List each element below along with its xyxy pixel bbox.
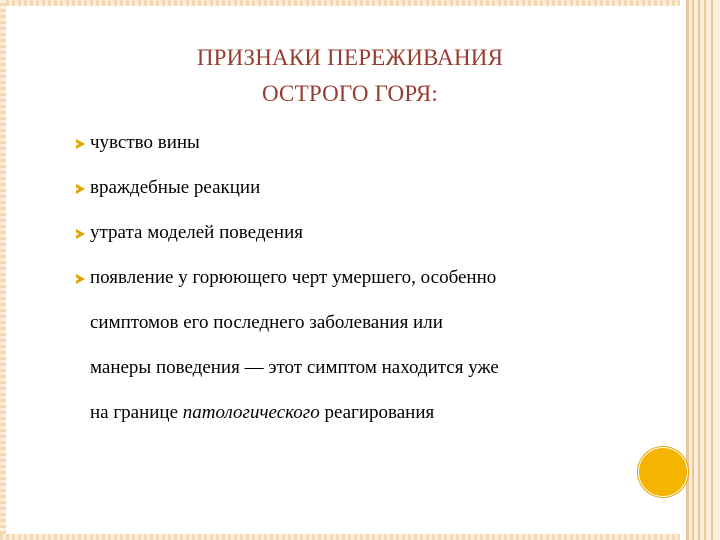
bullet-item: [76, 216, 636, 250]
bullet-item: [76, 171, 636, 205]
bullet-text: утрата моделей поведения: [90, 222, 303, 243]
slide-title-line-2: ОСТРОГО ГОРЯ:: [261, 81, 439, 106]
slide-title: [120, 40, 580, 112]
arrow-bullet-icon: [76, 139, 85, 149]
orange-circle-decoration: [638, 447, 688, 497]
bullet-text-line-3: манеры поведения — этот симптом находится уже: [90, 357, 499, 378]
bullet-text: чувство вины: [90, 132, 200, 153]
bullet-text-line-1: появление у горюющего черт умершего, особенно: [90, 267, 497, 288]
slide-title-line-1: ПРИЗНАКИ ПЕРЕЖИВАНИЯ: [196, 45, 504, 70]
bullet-text-line-4-end: реагирования: [319, 402, 435, 423]
bullet-list: [76, 126, 636, 430]
bullet-item: [76, 261, 636, 430]
bottom-border: [0, 534, 720, 540]
bullet-text: враждебные реакции: [90, 177, 261, 198]
arrow-bullet-icon: [76, 229, 85, 239]
bullet-text-line-4-start: на границе: [90, 402, 183, 423]
italic-term: патологического: [182, 402, 320, 423]
arrow-bullet-icon: [76, 184, 85, 194]
bullet-text-line-4: [90, 396, 636, 430]
top-border: [0, 0, 720, 6]
bullet-item: [76, 126, 636, 160]
left-border: [0, 0, 6, 540]
arrow-bullet-icon: [76, 274, 85, 284]
right-stripe-decoration: [680, 0, 720, 540]
bullet-text-line-2: симптомов его последнего заболевания или: [90, 312, 443, 333]
